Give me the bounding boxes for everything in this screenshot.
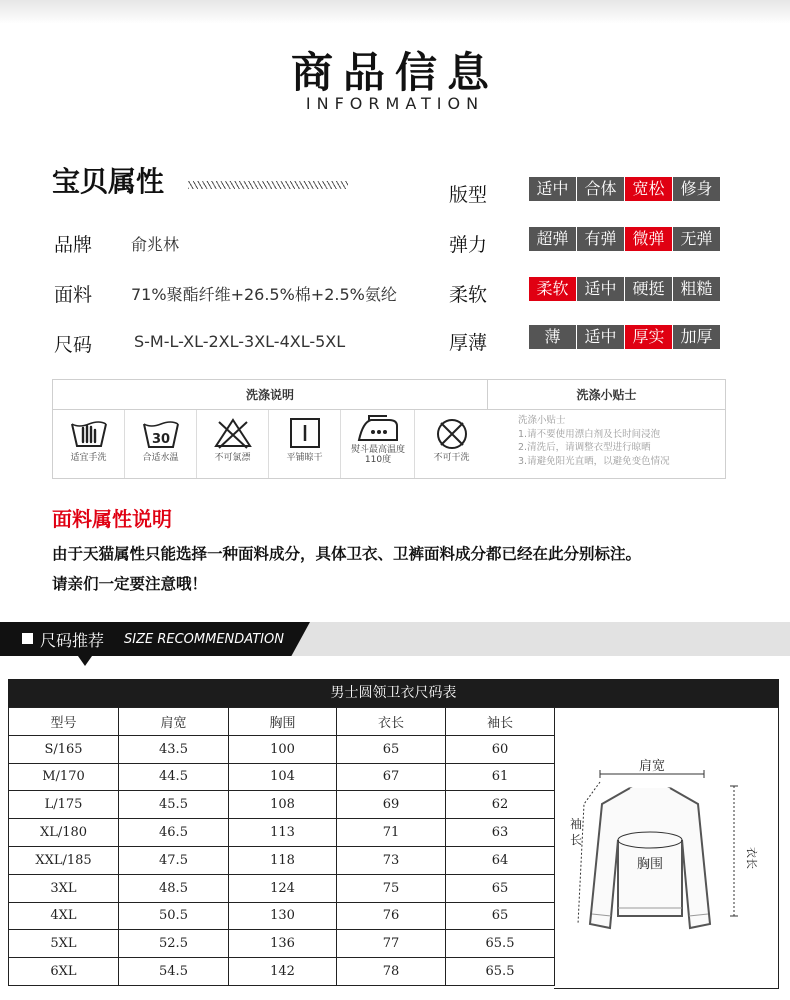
table-cell: 65.5 (446, 930, 555, 958)
col-header: 衣长 (337, 708, 446, 736)
washing-instructions-box (52, 379, 726, 479)
wash-cell-no-bleach (197, 410, 269, 478)
thickness-option: 加厚 (673, 325, 720, 349)
fit-option: 修身 (673, 177, 720, 201)
softness-options (529, 277, 721, 301)
table-row (9, 735, 555, 763)
attr-size-value: S-M-L-XL-2XL-3XL-4XL-5XL (134, 332, 346, 351)
thickness-options (529, 325, 721, 349)
table-cell: 65.5 (446, 958, 555, 986)
table-cell: 104 (229, 763, 337, 791)
softness-option: 适中 (577, 277, 624, 301)
table-row (9, 819, 555, 847)
wash-cell-flat-dry (269, 410, 341, 478)
table-cell: 76 (337, 902, 446, 930)
diagram-length-label: 衣长 (745, 847, 758, 869)
table-cell: 47.5 (119, 846, 229, 874)
wash-caption: 不可干洗 (433, 453, 470, 463)
flat-dry-icon (285, 416, 325, 452)
table-cell: 73 (337, 846, 446, 874)
thickness-option: 适中 (577, 325, 624, 349)
iron-icon (355, 414, 401, 444)
softness-option: 硬挺 (625, 277, 672, 301)
col-header: 肩宽 (119, 708, 229, 736)
banner-pointer (78, 656, 92, 666)
attributes-heading: 宝贝属性 (52, 165, 165, 198)
table-cell: 3XL (9, 874, 119, 902)
table-cell: 4XL (9, 902, 119, 930)
washing-tips-header: 洗涤小贴士 (488, 380, 725, 410)
thickness-option: 薄 (529, 325, 576, 349)
table-cell: 46.5 (119, 819, 229, 847)
elasticity-option: 超弹 (529, 227, 576, 251)
softness-option: 柔软 (529, 277, 576, 301)
tip-item: 1.请不要使用漂白剂及长时间浸泡 (518, 428, 661, 440)
hand-wash-icon (69, 416, 109, 452)
table-cell: 60 (446, 735, 555, 763)
fit-option: 合体 (577, 177, 624, 201)
wash-caption: 熨斗最高温度110度 (350, 445, 405, 465)
sweatshirt-diagram-icon (554, 708, 778, 988)
top-shade (0, 0, 790, 24)
diagram-shoulder-label: 肩宽 (638, 759, 666, 774)
wash-cell-iron (341, 410, 415, 478)
wash-temp-badge: 30 (151, 432, 170, 447)
wash-caption: 适宜手洗 (70, 453, 107, 463)
no-bleach-icon (213, 416, 253, 452)
fabric-note-title: 面料属性说明 (52, 507, 172, 531)
size-table-header (9, 708, 555, 736)
wash-caption: 合适水温 (142, 453, 179, 463)
table-cell: 64 (446, 846, 555, 874)
table-cell: 71 (337, 819, 446, 847)
fit-label: 版型 (449, 184, 488, 206)
table-cell: 45.5 (119, 791, 229, 819)
table-cell: 78 (337, 958, 446, 986)
table-cell: 43.5 (119, 735, 229, 763)
wash-cell-temperature (125, 410, 197, 478)
table-cell: XXL/185 (9, 846, 119, 874)
col-header: 型号 (9, 708, 119, 736)
softness-option: 粗糙 (673, 277, 720, 301)
fit-option: 适中 (529, 177, 576, 201)
thickness-option: 厚实 (625, 325, 672, 349)
table-cell: 65 (337, 735, 446, 763)
diagram-chest-label: 胸围 (636, 857, 664, 872)
attr-size-label: 尺码 (54, 334, 93, 356)
size-table (8, 707, 555, 986)
tip-item: 3.请避免阳光直晒，以避免变色情况 (518, 455, 670, 467)
fabric-note-line1: 由于天猫属性只能选择一种面料成分，具体卫衣、卫裤面料成分都已经在此分别标注。 (52, 545, 642, 563)
wash-cell-hand-wash (53, 410, 125, 478)
attr-fabric-value: 71%聚酯纤维+26.5%棉+2.5%氨纶 (131, 285, 397, 304)
attr-fabric-label: 面料 (54, 284, 93, 306)
table-row (9, 874, 555, 902)
table-cell: 100 (229, 735, 337, 763)
table-row (9, 958, 555, 986)
wash-caption: 平铺晾干 (286, 453, 323, 463)
heading-hatch-decoration (188, 181, 348, 189)
wash-cell-no-dry-clean (415, 410, 488, 478)
table-cell: 113 (229, 819, 337, 847)
table-cell: L/175 (9, 791, 119, 819)
elasticity-option: 微弹 (625, 227, 672, 251)
tip-item: 2.清洗后，请调整衣型进行晾晒 (518, 442, 651, 454)
wash-30-icon (141, 416, 181, 452)
thickness-label: 厚薄 (449, 332, 488, 354)
col-header: 袖长 (446, 708, 555, 736)
table-cell: XL/180 (9, 819, 119, 847)
fit-option: 宽松 (625, 177, 672, 201)
table-cell: 77 (337, 930, 446, 958)
table-cell: 63 (446, 819, 555, 847)
table-row (9, 791, 555, 819)
table-cell: S/165 (9, 735, 119, 763)
banner-square-icon (22, 633, 33, 644)
table-cell: 6XL (9, 958, 119, 986)
wash-caption: 不可氯漂 (214, 453, 251, 463)
fabric-note-line2: 请亲们一定要注意哦！ (52, 575, 208, 593)
table-row (9, 846, 555, 874)
table-cell: 62 (446, 791, 555, 819)
no-dry-clean-icon (432, 416, 472, 452)
attr-brand-value: 俞兆林 (131, 235, 180, 254)
table-row (9, 763, 555, 791)
measurement-diagram (554, 707, 779, 989)
size-banner-subtitle: SIZE RECOMMENDATION (124, 632, 284, 647)
elasticity-option: 有弹 (577, 227, 624, 251)
table-cell: 69 (337, 791, 446, 819)
col-header: 胸围 (229, 708, 337, 736)
elasticity-label: 弹力 (449, 234, 488, 256)
size-table-title: 男士圆领卫衣尺码表 (8, 679, 779, 707)
table-cell: 136 (229, 930, 337, 958)
table-cell: 48.5 (119, 874, 229, 902)
table-cell: 44.5 (119, 763, 229, 791)
table-row (9, 902, 555, 930)
fit-options (529, 177, 721, 201)
softness-label: 柔软 (449, 284, 488, 306)
table-cell: 124 (229, 874, 337, 902)
table-cell: 52.5 (119, 930, 229, 958)
elasticity-options (529, 227, 721, 251)
table-cell: 65 (446, 874, 555, 902)
table-cell: 118 (229, 846, 337, 874)
elasticity-option: 无弹 (673, 227, 720, 251)
table-cell: 5XL (9, 930, 119, 958)
attr-brand-label: 品牌 (54, 234, 93, 256)
washing-tips-list (518, 414, 670, 468)
table-cell: 65 (446, 902, 555, 930)
washing-header: 洗涤说明 (53, 380, 488, 410)
table-cell: M/170 (9, 763, 119, 791)
table-cell: 61 (446, 763, 555, 791)
size-banner-title: 尺码推荐 (40, 631, 105, 650)
table-cell: 67 (337, 763, 446, 791)
page-subtitle: INFORMATION (305, 94, 485, 113)
table-cell: 75 (337, 874, 446, 902)
page-title: 商品信息 (290, 48, 499, 97)
table-cell: 130 (229, 902, 337, 930)
diagram-sleeve-label: 袖长 (569, 817, 583, 847)
table-cell: 50.5 (119, 902, 229, 930)
tip-item: 洗涤小贴士 (518, 415, 566, 426)
table-cell: 108 (229, 791, 337, 819)
table-cell: 142 (229, 958, 337, 986)
table-row (9, 930, 555, 958)
table-cell: 54.5 (119, 958, 229, 986)
